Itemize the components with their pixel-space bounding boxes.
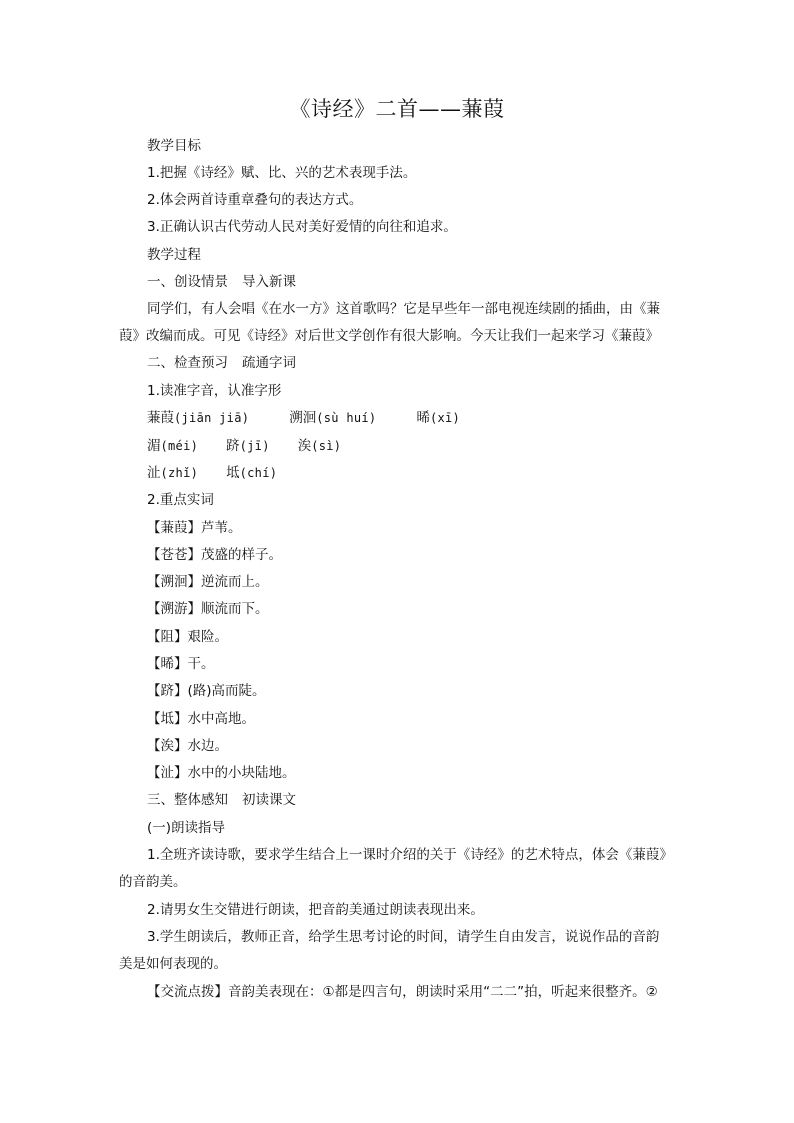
pron-word: 沚 bbox=[147, 465, 161, 481]
vocab-definition: 艰险。 bbox=[187, 629, 228, 645]
vocab-item bbox=[147, 627, 228, 647]
subsection-heading: 2.重点实词 bbox=[147, 492, 214, 508]
pronunciation-row bbox=[147, 436, 341, 456]
pron-pinyin: (méi) bbox=[160, 439, 199, 453]
paragraph-line: 同学们，有人会唱《在水一方》这首歌吗？它是早些年一部电视连续剧的插曲，由《蒹 bbox=[147, 301, 660, 317]
paragraph-line: 2.请男女生交错进行朗读，把音韵美通过朗读表现出来。 bbox=[147, 902, 484, 918]
paragraph-line: 美是如何表现的。 bbox=[119, 956, 227, 972]
section-heading bbox=[147, 272, 296, 292]
section-subtitle: 导入新课 bbox=[242, 274, 296, 290]
pronunciation-row bbox=[147, 463, 277, 483]
vocab-definition: 水中的小块陆地。 bbox=[187, 765, 296, 781]
vocab-definition: 茂盛的样子。 bbox=[201, 547, 282, 563]
section-number: 一、创设情景 bbox=[147, 274, 228, 290]
section-subtitle: 初读课文 bbox=[242, 792, 296, 808]
paragraph-line: 的音韵美。 bbox=[119, 874, 187, 890]
vocab-item bbox=[147, 654, 215, 674]
vocab-definition: 水中高地。 bbox=[187, 711, 255, 727]
vocab-term: 【阻】 bbox=[147, 629, 188, 645]
page-title: 《诗经》二首——蒹葭 bbox=[289, 97, 505, 121]
vocab-item bbox=[147, 736, 228, 756]
pron-pinyin: (zhǐ) bbox=[160, 466, 199, 480]
vocab-item bbox=[147, 572, 269, 592]
pron-word: 跻 bbox=[226, 438, 240, 454]
vocab-term: 【沚】 bbox=[147, 765, 188, 781]
vocab-definition: 顺流而下。 bbox=[201, 601, 269, 617]
vocab-item bbox=[147, 709, 255, 729]
vocab-definition: 干。 bbox=[187, 656, 215, 672]
vocab-term: 【溯游】 bbox=[147, 601, 201, 617]
pron-word: 溯洄 bbox=[289, 410, 317, 426]
pron-word: 蒹葭 bbox=[147, 410, 174, 426]
vocab-term: 【跻】 bbox=[147, 683, 188, 699]
vocab-item bbox=[147, 545, 282, 565]
vocab-term: 【蒹葭】 bbox=[147, 520, 201, 536]
process-heading: 教学过程 bbox=[147, 247, 201, 263]
pron-pinyin: (sù huí) bbox=[316, 411, 377, 425]
pron-pinyin: (jiān jiā) bbox=[174, 411, 250, 425]
vocab-item bbox=[147, 599, 269, 619]
paragraph-line: 葭》改编而成。可见《诗经》对后世文学创作有很大影响。今天让我们一起来学习《蒹葭》 bbox=[119, 328, 659, 344]
vocab-term: 【溯洄】 bbox=[147, 574, 201, 590]
vocab-item bbox=[147, 518, 242, 538]
section-heading bbox=[147, 790, 296, 810]
vocab-term: 【坻】 bbox=[147, 711, 188, 727]
goal-item: 2.体会两首诗重章叠句的表达方式。 bbox=[147, 192, 363, 208]
pron-word: 湄 bbox=[147, 438, 161, 454]
paragraph-line: 3.学生朗读后，教师正音，给学生思考讨论的时间，请学生自由发言，说说作品的音韵 bbox=[147, 929, 660, 945]
vocab-item bbox=[147, 763, 296, 783]
vocab-item bbox=[147, 681, 266, 701]
pron-pinyin: (jī) bbox=[239, 439, 270, 453]
section-heading bbox=[147, 353, 296, 373]
goals-heading: 教学目标 bbox=[147, 138, 201, 154]
vocab-term: 【晞】 bbox=[147, 656, 188, 672]
pron-pinyin: (chí) bbox=[239, 466, 278, 480]
pronunciation-row bbox=[147, 408, 460, 428]
section-number: 三、整体感知 bbox=[147, 792, 228, 808]
vocab-term: 【涘】 bbox=[147, 738, 188, 754]
goal-item: 3.正确认识古代劳动人民对美好爱情的向往和追求。 bbox=[147, 219, 457, 235]
subsection-heading: 1.读准字音，认准字形 bbox=[147, 383, 282, 399]
vocab-definition: 水边。 bbox=[187, 738, 228, 754]
pron-pinyin: (sì) bbox=[311, 439, 342, 453]
vocab-definition: (路)高而陡。 bbox=[187, 683, 266, 699]
pron-word: 晞 bbox=[416, 410, 430, 426]
vocab-definition: 芦苇。 bbox=[201, 520, 242, 536]
pron-word: 涘 bbox=[297, 438, 312, 454]
section-number: 二、检查预习 bbox=[147, 355, 228, 371]
section-subtitle: 疏通字词 bbox=[242, 355, 296, 371]
pron-word: 坻 bbox=[226, 465, 240, 481]
goal-item: 1.把握《诗经》赋、比、兴的艺术表现手法。 bbox=[147, 165, 417, 181]
subsection-heading: (一)朗读指导 bbox=[147, 820, 226, 836]
pron-pinyin: (xī) bbox=[429, 411, 461, 425]
paragraph-line: 1.全班齐读诗歌，要求学生结合上一课时介绍的关于《诗经》的艺术特点，体会《蒹葭》 bbox=[147, 847, 673, 863]
vocab-term: 【苍苍】 bbox=[147, 547, 201, 563]
summary-line: 【交流点拨】音韵美表现在：①都是四言句，朗读时采用“二二”拍，听起来很整齐。② bbox=[147, 984, 658, 1000]
vocab-definition: 逆流而上。 bbox=[201, 574, 269, 590]
